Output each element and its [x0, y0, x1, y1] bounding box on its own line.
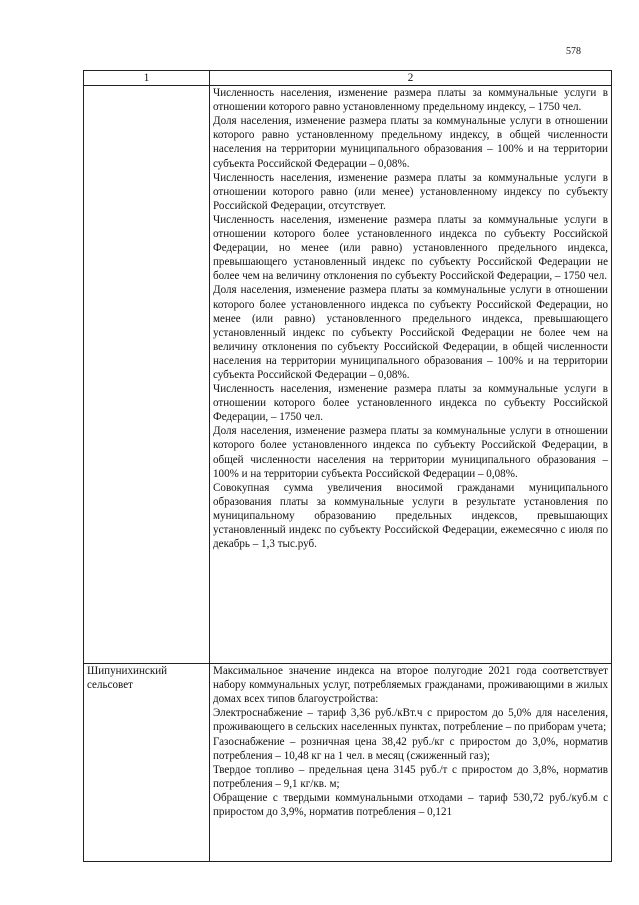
paragraph: Доля населения, изменение размера платы за коммунальные услуги в отношении которого равно установленному предельному индексу, в общей численности населения на территории муниципального образования – 100% и на территории субъекта Российской Федерации – 0,08%.: [213, 115, 608, 170]
paragraph: Твердое топливо – предельная цена 3145 руб./т с приростом до 3,8%, норматив потребления – 9,1 кг/кв. м;: [213, 763, 608, 790]
paragraph: Доля населения, изменение размера платы за коммунальные услуги в отношении которого более установленного индекса по субъекту Российской Федерации, в общей численности населения на территории муниципального образования – 100% и на территории субъекта Российской Федерации – 0,08%.: [213, 425, 608, 480]
paragraph: Обращение с твердыми коммунальными отходами – тариф 530,72 руб./куб.м с приростом до 3,9%, норматив потребления – 0,121: [213, 791, 608, 819]
table-row: [84, 86, 612, 664]
column-header-1: 1: [84, 71, 210, 86]
row2-description-cell: [210, 664, 612, 862]
paragraph: Максимальное значение индекса на второе полугодие 2021 года соответствует набору коммунальных услуг, потребляемых гражданами, проживающими в жилых домах всех типов благоустройства:: [213, 665, 608, 706]
paragraph: Численность населения, изменение размера платы за коммунальные услуги в отношении которого более установленного индекса по субъекту Российской Федерации, но менее (или равно) установленного предельного индекса, превышающего установленный индекс по субъекту Российской Федерации не более чем на величину отклонения по субъекту Российской Федерации, – 1750 чел.: [213, 213, 608, 283]
paragraph: Газоснабжение – розничная цена 38,42 руб./кг с приростом до 3,0%, норматив потребления – 10,48 кг на 1 чел. в месяц (сжиженный газ);: [213, 735, 608, 762]
paragraph: Электроснабжение – тариф 3,36 руб./кВт.ч с приростом до 5,0% для населения, проживающего в сельских населенных пунктах, потребление – по приборам учета;: [213, 707, 608, 734]
document-table: [83, 70, 612, 862]
table-row: [84, 664, 612, 862]
table-header-row: [84, 71, 612, 86]
row1-municipality-cell: [84, 86, 210, 664]
paragraph: Доля населения, изменение размера платы за коммунальные услуги в отношении которого более установленного индекса по субъекту Российской Федерации, но менее (или равно) установленного предельного индекса, превышающего установленный индекс по субъекту Российской Федерации не более чем на величину отклонения по субъекту Российской Федерации, в общей численности населения на территории муниципального образования – 100% и на территории субъекта Российской Федерации – 0,08%.: [213, 284, 608, 381]
row1-description-cell: [210, 86, 612, 664]
paragraph: Совокупная сумма увеличения вносимой гражданами муниципального образования платы за коммунальные услуги в результате установления по муниципальному образованию предельных индексов, превышающих установленный индекс по субъекту Российской Федерации, ежемесячно с июля по декабрь – 1,3 тыс.руб.: [213, 481, 608, 551]
page-number: 578: [566, 46, 581, 57]
paragraph: Численность населения, изменение размера платы за коммунальные услуги в отношении которого более установленного индекса по субъекту Российской Федерации, – 1750 чел.: [213, 383, 608, 424]
column-header-2: 2: [210, 71, 612, 86]
row2-municipality-cell: Шипунихинский сельсовет: [84, 664, 210, 862]
paragraph: Численность населения, изменение размера платы за коммунальные услуги в отношении которого равно установленному предельному индексу, – 1750 чел.: [213, 87, 608, 114]
paragraph: Численность населения, изменение размера платы за коммунальные услуги в отношении которого равно (или менее) установленному индексу по субъекту Российской Федерации, отсутствует.: [213, 171, 608, 212]
